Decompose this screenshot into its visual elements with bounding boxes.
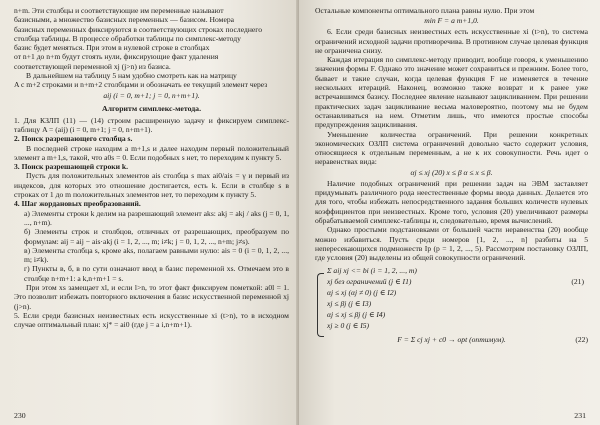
algorithm-step: 2. Поиск разрешающего столбца s. (14, 134, 133, 144)
inequality-formula (315, 168, 588, 178)
objective-formula (315, 335, 588, 345)
section-heading: Алгоритм симплекс-метода. (101, 103, 202, 113)
algorithm-substep: в) Элементы столбца s, кроме aks, полагаем равными нулю: ais = 0 (i = 0, 1, 2, ..., m; i≠k). (24, 245, 289, 265)
text-line: столбца таблицы. В процессе обработки таблицы по симплекс-методу (14, 33, 241, 43)
text-paragraph: Уменьшение количества ограничений. При решении конкретных экономических ОЗЛП система ограничений довольно часто содержит условия, относящиеся к отдельным переменным, а не к их совокупности. Речь идет о неравенствах вида: (315, 129, 588, 167)
matrix-formula: aij (i = 0, m+1; j = 0, n+m+1). (103, 90, 200, 100)
page-number: 231 (574, 411, 586, 420)
text-line: n+m. Эти столбцы и соответствующие им переменные называют (14, 6, 224, 15)
text-paragraph: Каждая итерация по симплекс-методу приводит, вообще говоря, к уменьшению значения формы F. Однако это значение может сохраниться и прежним. Более того, бывает и такие случаи, когда целевая функция F не изменяется в течение нескольких итераций. Наконец, возможно также возврат и к ранее уже встречавшимся базису. Последнее явление называют зацикливанием. При решении практических задач зацикливание весьма маловероятно, поэтому мы не будем останавливаться на нем. Отметим лишь, что имеются простые способы предупреждения зацикливания. (315, 55, 588, 130)
algorithm-step: Пусть для положительных элементов ais столбца s max ai0/ais = γ и первый из индексов, для которых это отношение достигается, есть k. Если в столбце s в строках от 1 до m положительных элементов нет, то переходим к пункту 5. (14, 171, 289, 200)
inequality-text: αj ≤ xj (20) x ≤ β α ≤ x ≤ β. (410, 167, 493, 177)
left-page (0, 0, 299, 425)
system-row: xj ≥ 0 (j ∈ I5) (327, 321, 370, 331)
right-page (299, 0, 600, 425)
text-line: от n+1 до n+m будут стоять нули, фиксирующие факт удаления (14, 52, 219, 62)
algorithm-step: 5. Если среди базисных неизвестных есть искусственные xi (t>n), то в исходном случае оптимальный план: xj* = ai0 (где j = a i,n+m+1). (14, 310, 289, 330)
constraint-system (315, 265, 588, 331)
equation-number: (22) (575, 335, 588, 345)
text-line: соответствующей переменной xj (j>n) из базиса. (14, 61, 171, 71)
system-row: xj ≤ βj (j ∈ I3) (327, 299, 372, 309)
algorithm-substep: а) Элементы строки k делим на разрешающий элемент aks: akj = akj / aks (j = 0, 1, ..., n+m). (24, 208, 289, 227)
page-number: 230 (14, 411, 26, 420)
text-paragraph: 6. Если среди базисных неизвестных есть искусственные xi (t>n), то система ограничений исходной задачи противоречива. В противном случае целевая функция не ограничена снизу. (315, 27, 588, 55)
text-paragraph: Однако простыми подстановками от большей части неравенства (20) вообще можно избавиться. Пусть среди номеров [1, 2, ..., n] разбиты на 5 непересекающихся подмножеств Ip (p = 1, 2, ..., 5). Рассмотрим постановку ОЗЛП, где условия (20) выделены из общей совокупности ограничений. (315, 225, 588, 263)
text-paragraph: Наличие подобных ограничений при решении задач на ЭВМ заставляет придумывать различного рода неестественные формы ввода данных. Делается это для того, чтобы избежать непосредственного задания больших количеств нулевых коэффициентов при неизвестных. Кроме того, условия (20) увеличивают размеры обрабатываемой симплекс-таблицы и, следовательно, время вычислений. (315, 178, 588, 225)
text-line: A с m+2 строками и n+m+2 столбцами и обозначать ее текущий элемент через (14, 80, 268, 90)
algorithm-substep: б) Элементы строк и столбцов, отличных от разрешающих, преобразуем по формулам: aij = aij − ais·akj (i = 1, 2, ..., m; i≠k; j = 0, 1, 2, ..., n+m; j≠s). (24, 227, 289, 246)
equation-number: (21) (571, 277, 584, 287)
algorithm-step: 3. Поиск разрешающей строки k. (14, 162, 129, 172)
algorithm-step: 4. Шаг жордановых преобразований. (14, 199, 141, 209)
system-row: Σ aij xj <= bi (i = 1, 2, ..., m) (327, 266, 417, 276)
objective-text: F = Σ cj xj + c0 → opt (оптимум). (397, 335, 506, 345)
algorithm-substep: г) Пункты в, б, в по сути означают ввод в базис переменной xs. Отмечаем это в столбце n+m+1: a k,n+m+1 = s. (24, 264, 289, 283)
text-line: Остальные компоненты оптимального плана равны нулю. При этом (315, 6, 535, 15)
text-line: базисных переменных фиксируются в соответствующих строках последнего (14, 24, 262, 34)
min-formula: min F = a m+1,0. (424, 16, 479, 26)
system-row: αj ≤ xj ≤ βj (j ∈ I4) (327, 310, 386, 320)
algorithm-step: При этом xs замещает xl, и если l>n, то этот факт фиксируем пометкой: a0l = 1. Это позволит избежать повторного включения в базис искусственной переменной xj (j>n). (14, 283, 289, 311)
algorithm-step: 1. Для КЗЛП (11) — (14) строим расширенную задачу и фиксируем симплекс-таблицу A = (aij) (i = 0, m+1; j = 0, n+m+1). (14, 115, 289, 134)
algorithm-step: В последней строке находим a m+1,s и далее находим первый положительный элемент a m+1,s, такой, что a0s = 0. Если подобных s нет, то переходим к пункту 5. (14, 143, 289, 162)
text-line: В дальнейшем на таблицу 5 нам удобно смотреть как на матрицу (26, 71, 237, 81)
system-row: xj без ограничений (j ∈ I1) (327, 277, 412, 287)
system-row: αj ≤ xj (αj ≠ 0) (j ∈ I2) (327, 288, 397, 298)
system-brace (317, 273, 324, 337)
text-line: базисными, а множество базисных переменных — базисом. Номера (14, 15, 234, 25)
text-line: базис будет меняться. При этом в нулевой строке в столбцах (14, 43, 210, 53)
